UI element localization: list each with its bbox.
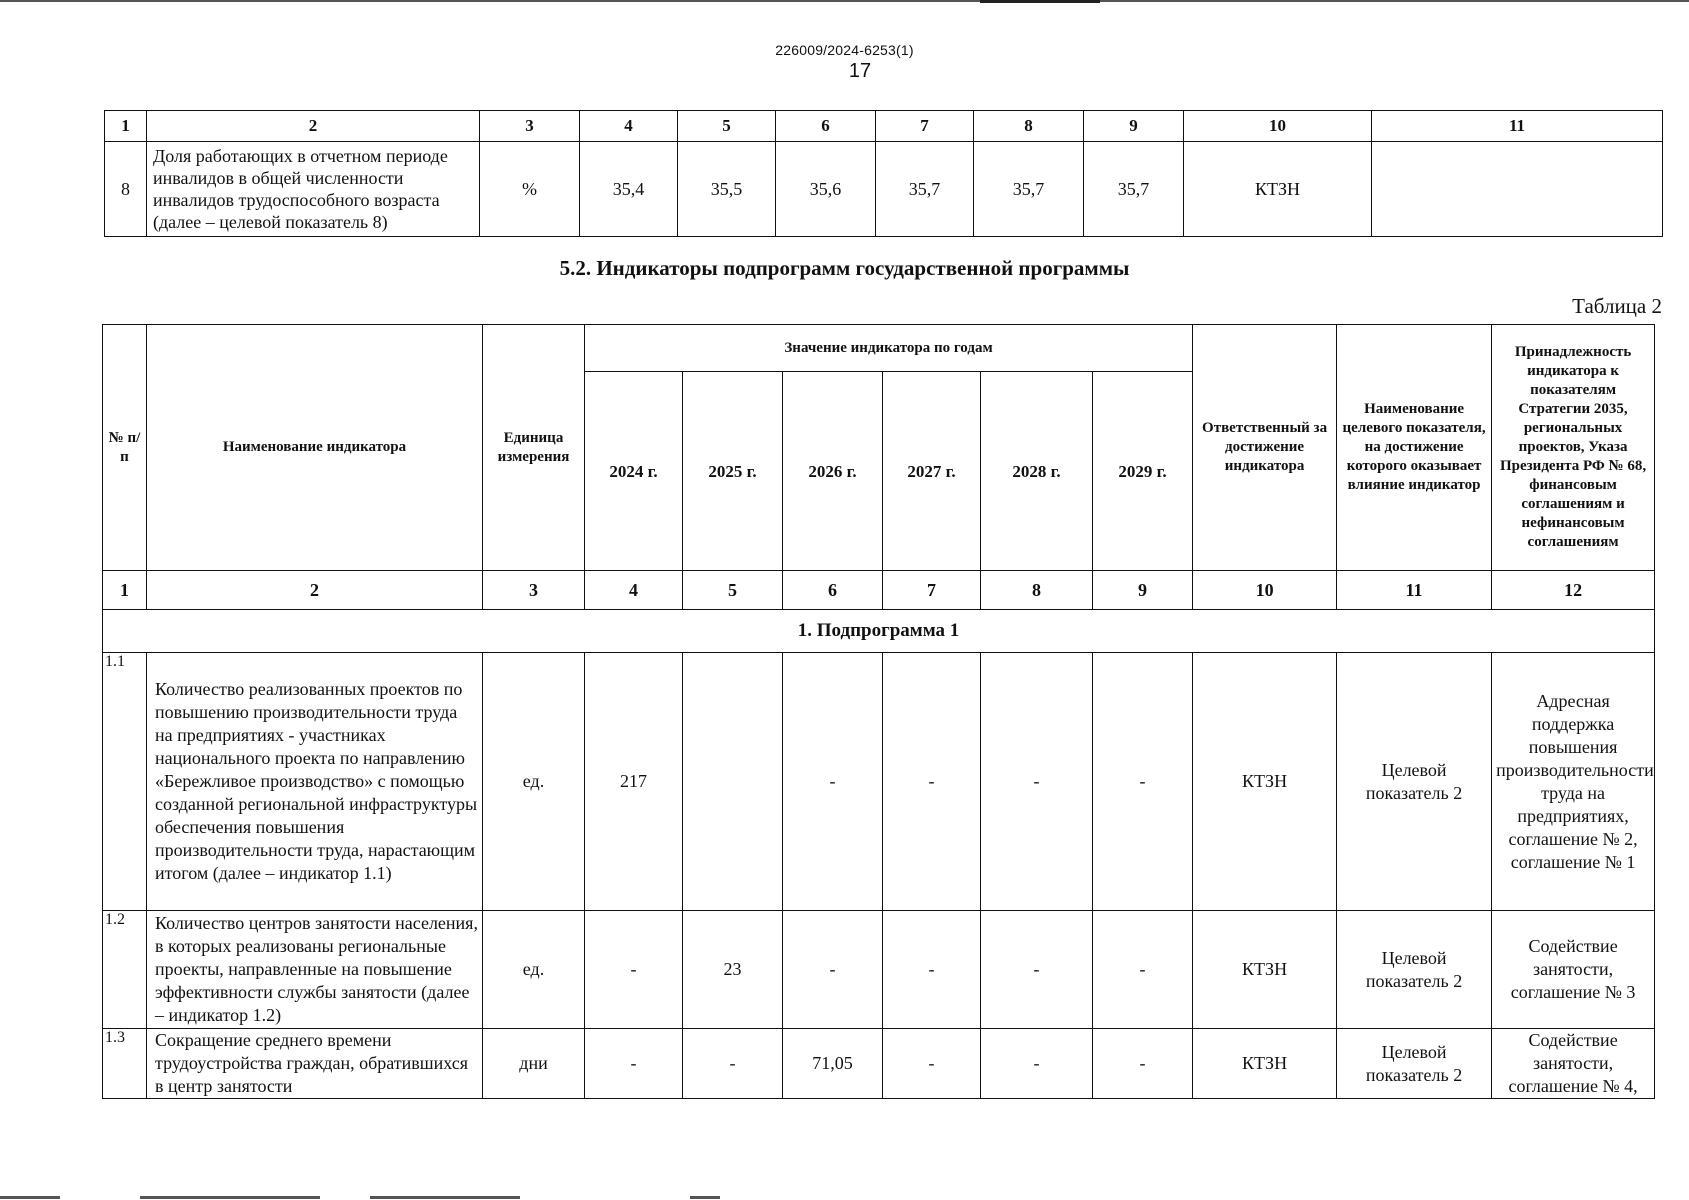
col-number: 12: [1492, 571, 1655, 610]
header-year: 2024 г.: [585, 372, 683, 571]
bottom-scan-mark: [140, 1196, 320, 1199]
col-number: 9: [1093, 571, 1193, 610]
row-number: 1.3: [103, 1029, 147, 1099]
value-cell: 35,4: [580, 142, 678, 237]
responsible-cell: КТЗН: [1193, 653, 1337, 911]
responsible-cell: КТЗН: [1184, 142, 1372, 237]
col-number: 7: [883, 571, 981, 610]
value-cell: -: [883, 1029, 981, 1099]
belonging-cell: Адресная поддержка повышения производительности труда на предприятиях, соглашение № 2, соглашение № 1: [1492, 653, 1655, 911]
indicator-name: Количество реализованных проектов по повышению производительности труда на предприятиях - участниках национального проекта по направлению «Бережливое производство» с помощью созданной региональной инфраструктуры обеспечения повышения производительности труда, нарастающим итогом (далее – индикатор 1.1): [147, 653, 483, 911]
target-cell: Целевой показатель 2: [1337, 1029, 1492, 1099]
document-number: 226009/2024-6253(1): [775, 42, 914, 58]
bottom-scan-mark: [690, 1196, 720, 1199]
col-number: 4: [580, 111, 678, 142]
header-belonging: Принадлежность индикатора к показателям Стратегии 2035, региональных проектов, Указа Президента РФ № 68, финансовым соглашениям и нефинансовым соглашениям: [1492, 325, 1655, 571]
col-number: 5: [678, 111, 776, 142]
value-cell: 35,6: [776, 142, 876, 237]
column-number-row: [103, 571, 1655, 610]
table-caption: Таблица 2: [1572, 294, 1662, 318]
col-number: 6: [776, 111, 876, 142]
col-number: 9: [1084, 111, 1184, 142]
col-number: 7: [876, 111, 974, 142]
target-cell: Целевой показатель 2: [1337, 911, 1492, 1029]
value-cell: -: [981, 1029, 1093, 1099]
col-number: 2: [147, 571, 483, 610]
column-number-row: [105, 111, 1663, 142]
bottom-scan-mark: [370, 1196, 520, 1199]
value-cell: -: [981, 911, 1093, 1029]
col-number: 8: [974, 111, 1084, 142]
unit-cell: ед.: [483, 653, 585, 911]
header-year: 2029 г.: [1093, 372, 1193, 571]
header-target: Наименование целевого показателя, на достижение которого оказывает влияние индикатор: [1337, 325, 1492, 571]
responsible-cell: КТЗН: [1193, 911, 1337, 1029]
value-cell: -: [585, 911, 683, 1029]
value-cell: -: [1093, 653, 1193, 911]
value-cell: -: [981, 653, 1093, 911]
header-year: 2025 г.: [683, 372, 783, 571]
header-year: 2026 г.: [783, 372, 883, 571]
header-years-group: Значение индикатора по годам: [585, 325, 1193, 372]
value-cell: -: [1093, 1029, 1193, 1099]
indicator-name: Сокращение среднего времени трудоустройства граждан, обратившихся в центр занятости: [147, 1029, 483, 1099]
value-cell: -: [585, 1029, 683, 1099]
col-number: 4: [585, 571, 683, 610]
header-name: Наименование индикатора: [147, 325, 483, 571]
row-number: 8: [105, 142, 147, 237]
bottom-scan-mark: [0, 1196, 60, 1199]
col-number: 10: [1193, 571, 1337, 610]
unit-cell: дни: [483, 1029, 585, 1099]
table-head-row: [103, 325, 1655, 372]
value-cell: 71,05: [783, 1029, 883, 1099]
value-cell: 217: [585, 653, 683, 911]
value-cell: [683, 653, 783, 911]
indicators-table: [102, 324, 1655, 1099]
row-number: 1.2: [103, 911, 147, 1029]
indicator-name: Количество центров занятости населения, в которых реализованы региональные проекты, направленные на повышение эффективности службы занятости (далее – индикатор 1.2): [147, 911, 483, 1029]
table-row: [105, 142, 1663, 237]
col-number: 5: [683, 571, 783, 610]
col-number: 6: [783, 571, 883, 610]
value-cell: 35,5: [678, 142, 776, 237]
indicator-name: Доля работающих в отчетном периоде инвалидов в общей численности инвалидов трудоспособного возраста (далее – целевой показатель 8): [147, 142, 480, 237]
col-number: 8: [981, 571, 1093, 610]
value-cell: -: [883, 911, 981, 1029]
value-cell: 35,7: [1084, 142, 1184, 237]
header-responsible: Ответственный за достижение индикатора: [1193, 325, 1337, 571]
header-num: № п/п: [103, 325, 147, 571]
belonging-cell: Содействие занятости, соглашение № 4,: [1492, 1029, 1655, 1099]
header-year: 2027 г.: [883, 372, 981, 571]
unit-cell: ед.: [483, 911, 585, 1029]
value-cell: -: [783, 653, 883, 911]
responsible-cell: КТЗН: [1193, 1029, 1337, 1099]
table-row: [103, 1029, 1655, 1099]
col-number: 11: [1337, 571, 1492, 610]
page-number: 17: [848, 60, 872, 82]
col-number: 1: [105, 111, 147, 142]
table-row: [103, 911, 1655, 1029]
value-cell: -: [783, 911, 883, 1029]
value-cell: 35,7: [974, 142, 1084, 237]
top-border-line: [0, 0, 1689, 2]
value-cell: 35,7: [876, 142, 974, 237]
target-cell: Целевой показатель 2: [1337, 653, 1492, 911]
col-number: 3: [480, 111, 580, 142]
empty-cell: [1372, 142, 1663, 237]
table-row: [103, 653, 1655, 911]
value-cell: -: [1093, 911, 1193, 1029]
col-number: 2: [147, 111, 480, 142]
col-number: 10: [1184, 111, 1372, 142]
value-cell: -: [683, 1029, 783, 1099]
continuation-table: [104, 110, 1663, 237]
top-border-mark: [980, 0, 1100, 3]
section-heading: 5.2. Индикаторы подпрограмм государственной программы: [559, 256, 1130, 280]
col-number: 11: [1372, 111, 1663, 142]
subprogram-title: 1. Подпрограмма 1: [103, 610, 1655, 653]
unit-cell: %: [480, 142, 580, 237]
col-number: 1: [103, 571, 147, 610]
belonging-cell: Содействие занятости, соглашение № 3: [1492, 911, 1655, 1029]
col-number: 3: [483, 571, 585, 610]
value-cell: 23: [683, 911, 783, 1029]
value-cell: -: [883, 653, 981, 911]
header-year: 2028 г.: [981, 372, 1093, 571]
header-unit: Единица измерения: [483, 325, 585, 571]
subprogram-row: [103, 610, 1655, 653]
row-number: 1.1: [103, 653, 147, 911]
